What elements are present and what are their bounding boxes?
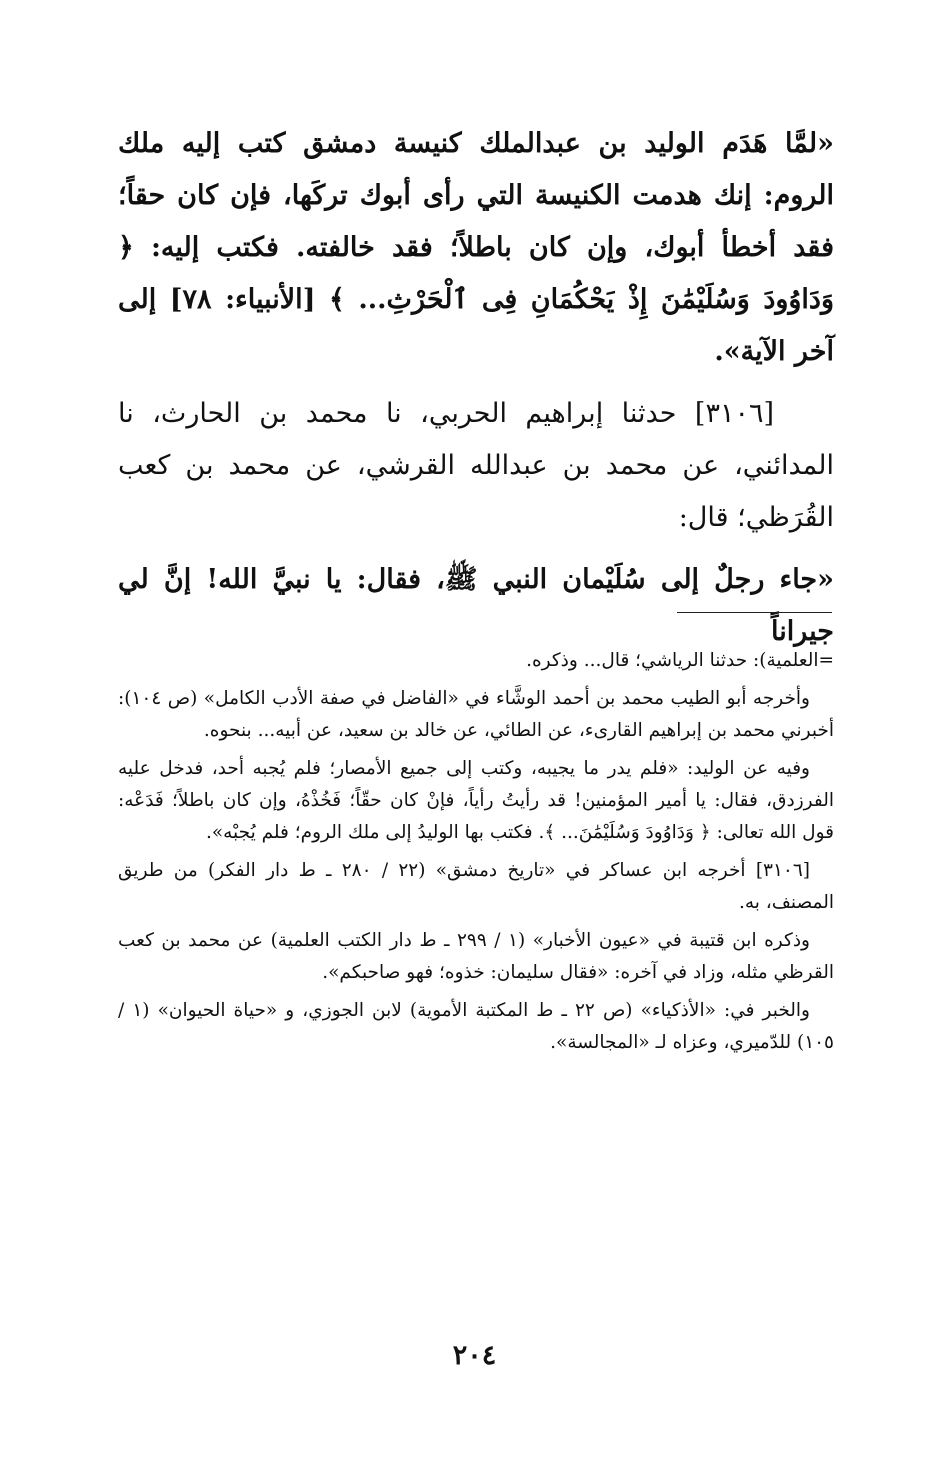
footnote-paragraph: وأخرجه أبو الطيب محمد بن أحمد الوشَّاء في «الفاضل في صفة الأدب الكامل» (ص ١٠٤): أخبرني محمد بن إبراهيم القارىء، عن الطائي، عن خالد بن سعيد، عن أبيه... بنحوه. [118, 688, 834, 741]
narration-chain-paragraph: [٣١٠٦] حدثنا إبراهيم الحربي، نا محمد بن الحارث، نا المدائني، عن محمد بن عبدالله القرشي، عن محمد بن كعب القُرَظي؛ قال: [118, 398, 834, 533]
main-text [118, 118, 834, 668]
footnotes [118, 645, 834, 1065]
footnote-paragraph: وفيه عن الوليد: «فلم يدر ما يجيبه، وكتب إلى جميع الأمصار؛ فلم يُجبه أحد، فدخل عليه الفرزدق، فقال: يا أمير المؤمنين! قد رأيتُ رأياً، فإنْ كان حقّاً؛ فَخُذْهُ، وإن كان باطلاً؛ فَدَعْه: قول الله تعالى: ﴿ وَدَاوُودَ وَسُلَيْمَٰنَ... ﴾. فكتب بها الوليدُ إلى ملك الروم؛ فلم يُجبْه». [118, 758, 834, 843]
footnote-separator [677, 612, 832, 613]
page-number: ٢٠٤ [452, 1340, 497, 1371]
footnote-paragraph: [٣١٠٦] أخرجه ابن عساكر في «تاريخ دمشق» (٢٢ / ٢٨٠ ـ ط دار الفكر) من طريق المصنف، به. [118, 860, 834, 913]
footnote-continuation: =العلمية): حدثنا الرياشي؛ قال... وذكره. [526, 650, 834, 671]
footnote-paragraph: وذكره ابن قتيبة في «عيون الأخبار» (١ / ٢٩٩ ـ ط دار الكتب العلمية) عن محمد بن كعب القرظي مثله، وزاد في آخره: «فقال سليمان: خذوه؛ فهو صاحبكم». [118, 930, 834, 983]
narration-text-paragraph: «جاء رجلٌ إلى سُلَيْمان النبي ﷺ، فقال: يا نبيَّ الله! إنَّ لي جيراناً [118, 564, 834, 647]
quote-paragraph: «لمَّا هَدَم الوليد بن عبدالملك كنيسة دمشق كتب إليه ملك الروم: إنك هدمت الكنيسة التي رأى أبوك تركَها، فإن كان حقاً؛ فقد أخطأ أبوك، وإن كان باطلاً؛ فقد خالفته. فكتب إليه: ﴿ وَدَاوُودَ وَسُلَيْمَٰنَ إِذْ يَحْكُمَانِ فِى ٱلْحَرْثِ... ﴾ [الأنبياء: ٧٨] إلى آخر الآية». [118, 128, 834, 367]
footnote-paragraph: والخبر في: «الأذكياء» (ص ٢٢ ـ ط المكتبة الأموية) لابن الجوزي، و «حياة الحيوان» (١ / ١٠٥) للدّميري، وعزاه لـ «المجالسة». [118, 1000, 834, 1053]
